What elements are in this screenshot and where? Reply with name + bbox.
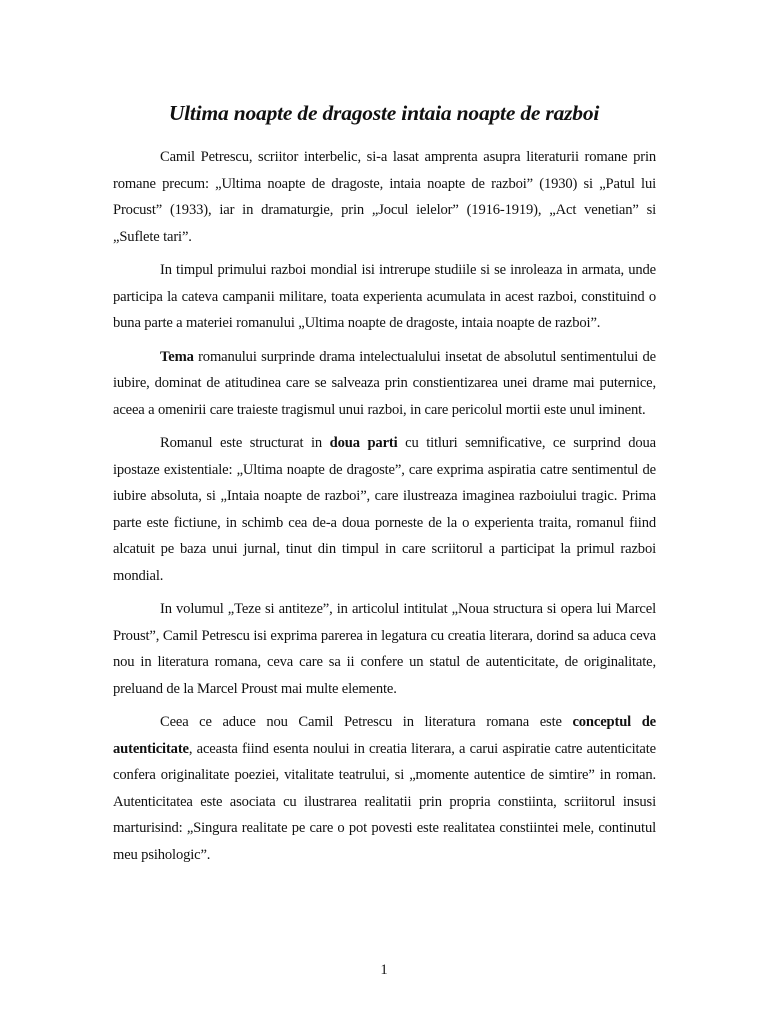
- paragraph-text: In volumul „Teze si antiteze”, in articolul intitulat „Noua structura si opera lui Marcel Proust”, Camil Petrescu isi exprima parerea in legatura cu creatia literara, dorind sa aduca ceva nou in literatura romana, ceva care sa ii confere un statul de autenticitate, de originalitate, preluand de la Marcel Proust mai multe elemente.: [113, 601, 656, 697]
- paragraph-3: [113, 344, 656, 424]
- paragraph-6: [113, 709, 656, 868]
- body-text: [113, 144, 656, 875]
- paragraph-text: cu titluri semnificative, ce surprind doua ipostaze existentiale: „Ultima noapte de dragoste”, care exprima aspiratia catre sentimentul de iubire absoluta, si „Intaia noapte de razboi”, care ilustreaza imaginea razboiului tragic. Prima parte este fictiune, in schimb cea de-a doua porneste de la o experienta traita, romanul fiind alcatuit pe baza unui jurnal, tinut din timpul in care scriitorul a participat la primul razboi mondial.: [113, 435, 656, 584]
- paragraph-text: , aceasta fiind esenta noului in creatia literara, a carui aspiratie catre autenticitate confera originalitate poeziei, vitalitate teatrului, si „momente autentice de simtire” in roman. Autenticitatea este asociata cu ilustrarea realitatii prin propria constiinta, scriitorul insusi marturisind: „Singura realitate pe care o pot povesti este realitatea constiintei mele, continutul meu psihologic”.: [113, 740, 656, 863]
- paragraph-2: [113, 257, 656, 337]
- bold-term: doua parti: [329, 435, 398, 451]
- page-number: 1: [380, 962, 388, 978]
- page-title: Ultima noapte de dragoste intaia noapte de razboi: [168, 101, 600, 125]
- paragraph-4: [113, 430, 656, 589]
- paragraph-text: romanului surprinde drama intelectualului insetat de absolutul sentimentului de iubire, dominat de atitudinea care se salveaza prin constientizarea unei drame mai puternice, aceea a omenirii care traieste tragismul unui razboi, in care pericolul mortii este unul iminent.: [113, 348, 656, 418]
- paragraph-text: In timpul primului razboi mondial isi intrerupe studiile si se inroleaza in armata, unde participa la cateva campanii militare, toata experienta acumulata in acest razboi, constituind o buna parte a materiei romanului „Ultima noapte de dragoste, intaia noapte de razboi”.: [113, 262, 656, 331]
- paragraph-text: Ceea ce aduce nou Camil Petrescu in literatura romana este: [160, 714, 573, 730]
- paragraph-1: [113, 144, 656, 250]
- bold-term: conceptul de autenticitate: [113, 714, 656, 757]
- paragraph-text: Camil Petrescu, scriitor interbelic, si-a lasat amprenta asupra literaturii romane prin romane precum: „Ultima noapte de dragoste, intaia noapte de razboi” (1930) si „Patul lui Procust” (1933), iar in dramaturgie, prin „Jocul ielelor” (1916-1919), „Act venetian” si „Suflete tari”.: [113, 149, 656, 245]
- paragraph-5: [113, 596, 656, 702]
- bold-term: Tema: [160, 348, 194, 365]
- paragraph-text: Romanul este structurat in: [160, 435, 330, 451]
